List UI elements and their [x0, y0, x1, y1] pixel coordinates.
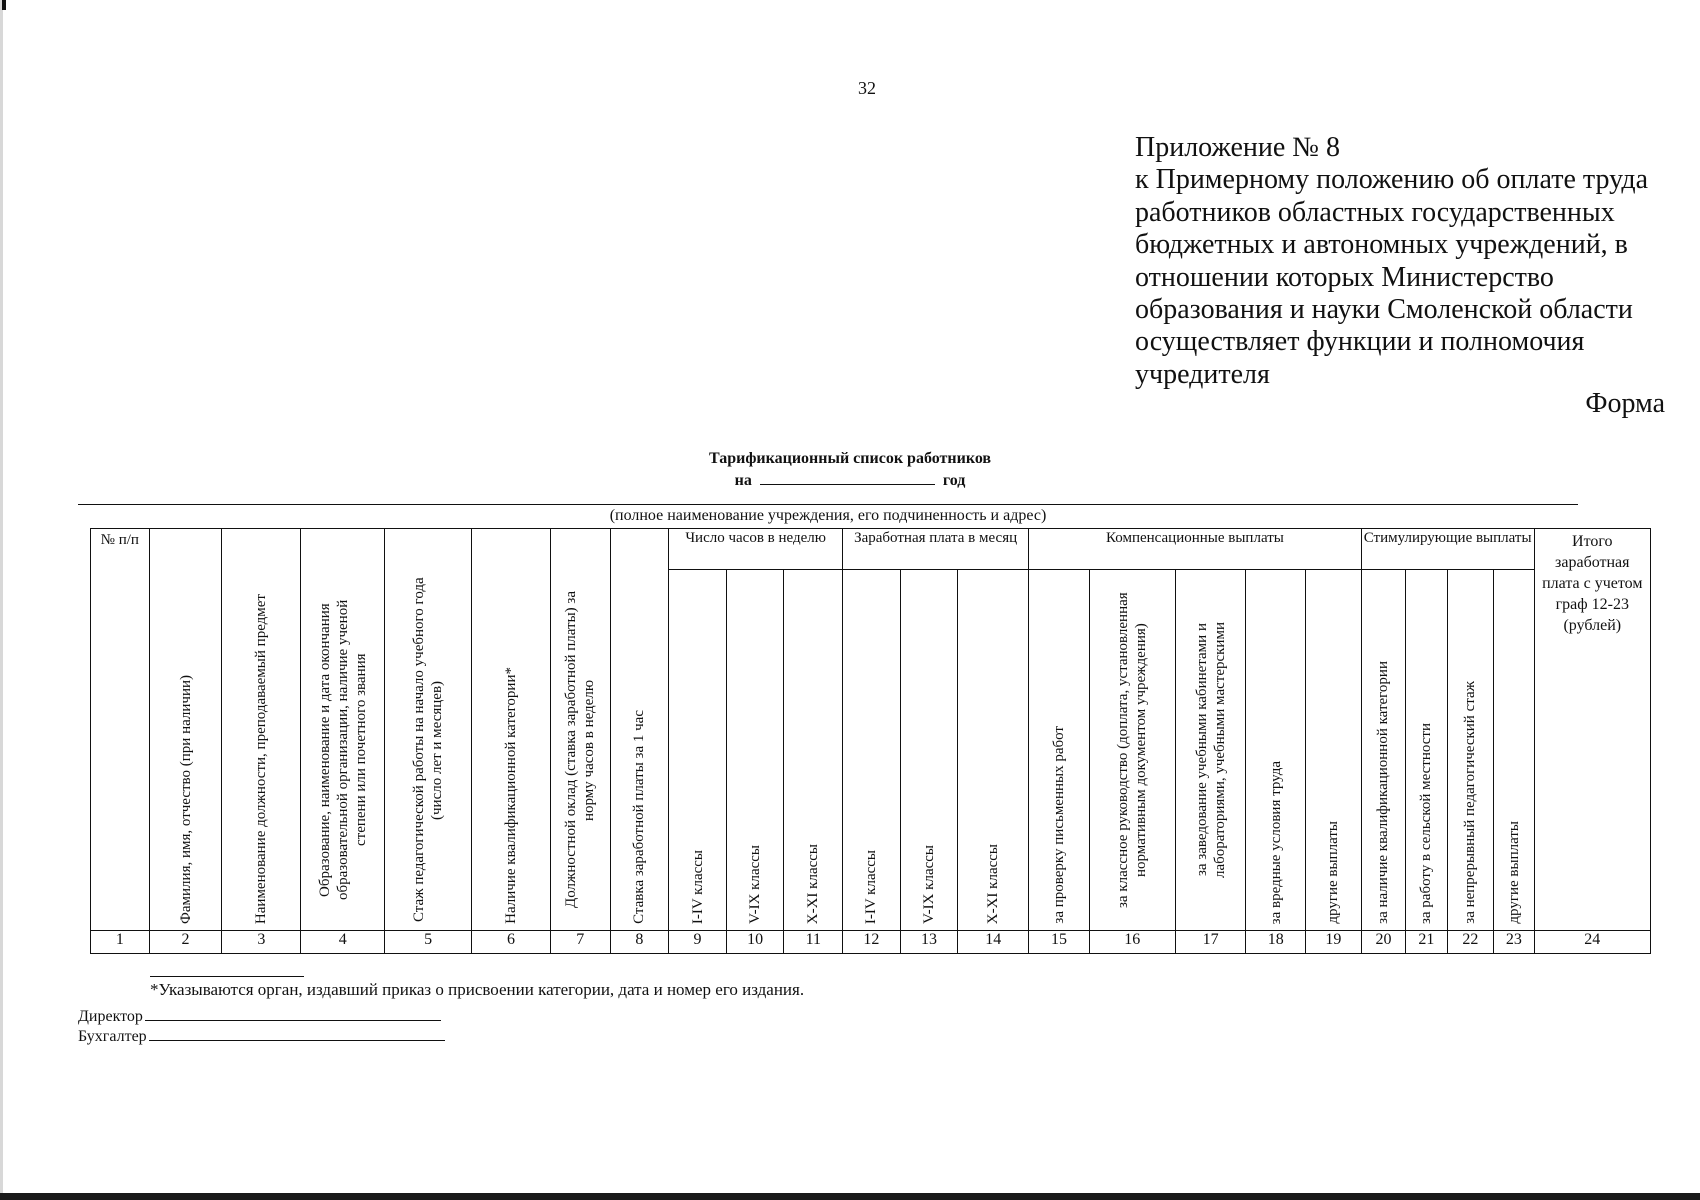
header-col-10 [726, 570, 784, 931]
scan-edge-left [0, 0, 3, 1200]
header-col-19 [1306, 570, 1362, 931]
header-col-16-label: за классное руководство (доплата, установленная нормативным документом учреждения) [1115, 592, 1150, 908]
column-number: 16 [1089, 931, 1175, 954]
column-number: 10 [726, 931, 784, 954]
column-number: 22 [1447, 931, 1494, 954]
header-col-3-label: Наименование должности, преподаваемый предмет [253, 593, 270, 924]
appendix-line: отношении которых Министерство [1135, 261, 1554, 293]
title-year-line [600, 470, 1100, 492]
accountant-signature-line [78, 1024, 445, 1046]
header-col-5 [385, 529, 472, 931]
appendix-line: бюджетных и автономных учреждений, в [1135, 229, 1628, 261]
header-col-6 [472, 529, 551, 931]
form-label: Форма [1585, 388, 1665, 419]
column-number: 11 [784, 931, 843, 954]
column-number: 12 [843, 931, 901, 954]
document-title [600, 448, 1100, 492]
header-col-20 [1361, 570, 1405, 931]
column-number: 8 [610, 931, 669, 954]
column-number: 3 [222, 931, 301, 954]
column-number: 24 [1534, 931, 1650, 954]
header-col-23-label: другие выплаты [1505, 821, 1522, 924]
header-col-13-label: V-IX классы [921, 845, 938, 924]
accountant-signature-field[interactable] [149, 1024, 445, 1041]
header-col-11 [784, 570, 843, 931]
header-col-23 [1494, 570, 1534, 931]
group-salary-per-month: Заработная плата в месяц [843, 529, 1029, 570]
header-col-13 [900, 570, 958, 931]
column-number: 14 [958, 931, 1029, 954]
column-number: 7 [550, 931, 610, 954]
header-col-21 [1406, 570, 1447, 931]
column-number: 13 [900, 931, 958, 954]
appendix-line: работников областных государственных [1135, 196, 1615, 228]
header-col-6-label: Наличие квалификационной категории* [503, 667, 520, 924]
header-col-4-label: Образование, наименование и дата окончания образовательной организации, наличие ученой степени или почетного звания [316, 599, 369, 901]
appendix-line: к Примерному положению об оплате труда [1135, 164, 1648, 196]
header-col-8 [610, 529, 669, 931]
group-compensation: Компенсационные выплаты [1029, 529, 1362, 570]
column-number: 21 [1406, 931, 1447, 954]
column-number-row [91, 931, 1651, 954]
group-hours-per-week: Число часов в неделю [669, 529, 843, 570]
header-col-2 [149, 529, 222, 931]
header-col-7 [550, 529, 610, 931]
header-col-19-label: другие выплаты [1325, 821, 1342, 924]
header-col-14 [958, 570, 1029, 931]
header-col-15 [1029, 570, 1090, 931]
director-signature-field[interactable] [145, 1004, 441, 1021]
appendix-line: образования и науки Смоленской области [1135, 294, 1633, 326]
footnote: *Указываются орган, издавший приказ о присвоении категории, дата и номер его издания. [150, 980, 805, 999]
appendix-block [1135, 132, 1695, 391]
column-number: 19 [1306, 931, 1362, 954]
header-col-14-label: X-XI классы [985, 843, 1002, 924]
column-number: 20 [1361, 931, 1405, 954]
year-blank-field[interactable] [760, 470, 935, 485]
header-col-12-label: I-IV классы [863, 849, 880, 924]
appendix-line: Приложение № 8 [1135, 132, 1340, 163]
director-signature-line [78, 1004, 441, 1026]
page-number: 32 [858, 78, 876, 98]
column-number: 18 [1246, 931, 1306, 954]
header-col-9-label: I-IV классы [689, 849, 706, 924]
header-col-10-label: V-IX классы [747, 845, 764, 924]
org-caption: (полное наименование учреждения, его подчиненность и адрес) [609, 507, 1047, 524]
header-col-5-label: Стаж педагогической работы на начало учебного года (число лет и месяцев) [411, 577, 446, 923]
title-suffix: год [942, 472, 966, 489]
header-col-16 [1089, 570, 1175, 931]
header-col-7-label: Должностной оклад (ставка заработной платы) за норму часов в неделю [563, 591, 598, 909]
header-col-9 [669, 570, 727, 931]
column-number: 6 [472, 931, 551, 954]
column-number: 23 [1494, 931, 1534, 954]
header-col-15-label: за проверку письменных работ [1050, 726, 1067, 924]
header-col-22 [1447, 570, 1494, 931]
column-number: 2 [149, 931, 222, 954]
header-col-1-label: № п/п [100, 532, 139, 548]
header-col-18-label: за вредные условия труда [1267, 760, 1284, 924]
header-col-3 [222, 529, 301, 931]
header-col-8-label: Ставка заработной платы за 1 час [631, 710, 648, 924]
header-col-21-label: за работу в сельской местности [1418, 722, 1435, 924]
header-col-24 [1534, 529, 1650, 931]
column-number: 4 [301, 931, 385, 954]
director-label: Директор [78, 1008, 143, 1025]
header-col-4 [301, 529, 385, 931]
appendix-line: учредителя [1135, 358, 1270, 390]
header-col-24-label: Итого заработная плата с учетом граф 12-23 (рублей) [1542, 533, 1643, 634]
header-col-11-label: X-XI классы [805, 843, 822, 924]
header-col-17-label: за заведование учебными кабинетами и лабораториями, учебными мастерскими [1193, 622, 1228, 878]
scan-mark [2, 0, 6, 10]
column-number: 15 [1029, 931, 1090, 954]
column-number: 17 [1175, 931, 1246, 954]
header-col-18 [1246, 570, 1306, 931]
header-col-1 [91, 529, 150, 931]
header-col-17 [1175, 570, 1246, 931]
column-number: 5 [385, 931, 472, 954]
org-name-blank-line[interactable] [78, 504, 1578, 505]
column-number: 1 [91, 931, 150, 954]
column-number: 9 [669, 931, 727, 954]
title-main: Тарификационный список работников [708, 450, 992, 467]
accountant-label: Бухгалтер [78, 1028, 147, 1045]
appendix-line: осуществляет функции и полномочия [1135, 326, 1585, 358]
footnote-rule [150, 976, 304, 977]
tariff-table [90, 528, 1651, 954]
title-prefix: на [734, 472, 752, 489]
header-col-20-label: за наличие квалификационной категории [1375, 661, 1392, 924]
group-stimulating: Стимулирующие выплаты [1361, 529, 1534, 570]
header-col-12 [843, 570, 901, 931]
header-col-22-label: за непрерывный педагогический стаж [1462, 681, 1479, 924]
header-col-2-label: Фамилия, имя, отчество (при наличии) [177, 675, 194, 924]
scan-edge-bottom [0, 1193, 1700, 1200]
